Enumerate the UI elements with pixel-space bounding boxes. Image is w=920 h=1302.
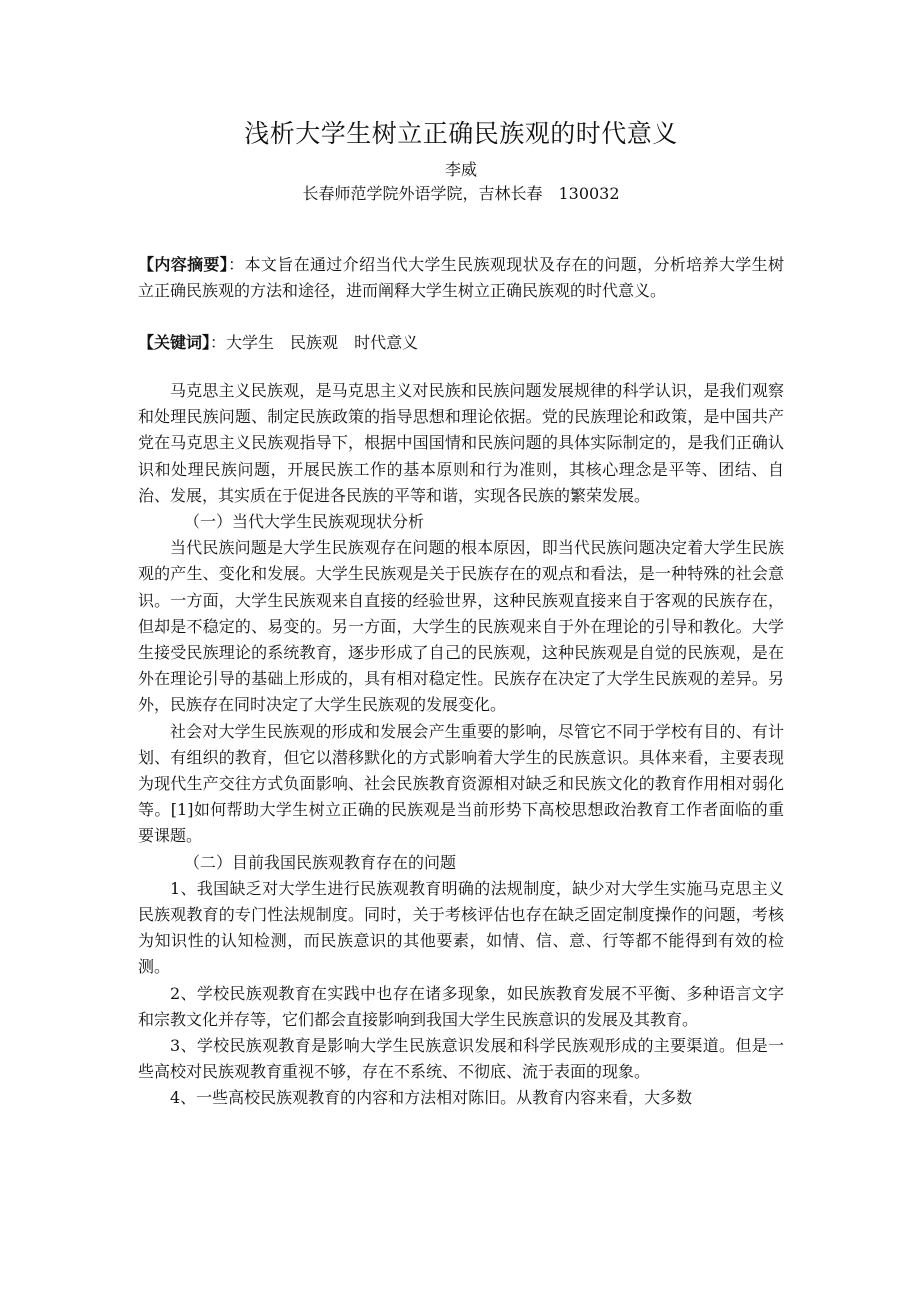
keyword-item: 大学生 [226, 333, 275, 352]
list-item: 3、学校民族观教育是影响大学生民族意识发展和科学民族观形成的主要渠道。但是一些高校对民族观教育重视不够，存在不系统、不彻底、流于表面的现象。 [138, 1036, 784, 1082]
abstract-label: 【内容摘要】 [138, 255, 229, 274]
document-page [138, 110, 784, 1112]
keyword-item: 民族观 [290, 333, 339, 352]
intro-paragraph: 马克思主义民族观，是马克思主义对民族和民族问题发展规律的科学认识，是我们观察和处理民族问题、制定民族政策的指导思想和理论依据。党的民族理论和政策，是中国共产党在马克思主义民族观指导下，根据中国国情和民族问题的具体实际制定的，是我们正确认识和处理民族问题，开展民族工作的基本原则和行为准则，其核心理念是平等、团结、自治、发展，其实质在于促进各民族的平等和谐，实现各民族的繁荣发展。 [138, 381, 784, 505]
keywords-label: 【关键词】 [138, 333, 211, 352]
keywords-colon: ： [210, 333, 227, 352]
abstract [138, 252, 784, 304]
body-paragraph: 当代民族问题是大学生民族观存在问题的根本原因，即当代民族问题决定着大学生民族观的产生、变化和发展。大学生民族观是关于民族存在的观点和看法，是一种特殊的社会意识。一方面，大学生民族观来自直接的经验世界，这种民族观直接来自于客观的民族存在，但却是不稳定的、易变的。另一方面，大学生的民族观来自于外在理论的引导和教化。大学生接受民族理论的系统教育，逐步形成了自己的民族观，这种民族观是自觉的民族观，是在外在理论引导的基础上形成的，具有相对稳定性。民族存在决定了大学生民族观的差异。另外，民族存在同时决定了大学生民族观的发展变化。 [138, 538, 784, 715]
body-text [138, 378, 784, 1112]
body-paragraph: 社会对大学生民族观的形成和发展会产生重要的影响，尽管它不同于学校有目的、有计划、有组织的教育，但它以潜移默化的方式影响着大学生的民族意识。具体来看，主要表现为现代生产交往方式负面影响、社会民族教育资源相对缺乏和民族文化的教育作用相对弱化等。[1]如何帮助大学生树立正确的民族观是当前形势下高校思想政治教育工作者面临的重要课题。 [138, 721, 784, 846]
list-item: 1、我国缺乏对大学生进行民族观教育明确的法规制度，缺少对大学生实施马克思主义民族观教育的专门性法规制度。同时，关于考核评估也存在缺乏固定制度操作的问题，考核为知识性的认知检测，而民族意识的其他要素，如情、信、意、行等都不能得到有效的检测。 [138, 878, 784, 977]
keyword-item: 时代意义 [354, 333, 419, 352]
author-name: 李威 [444, 160, 477, 179]
section-heading-1: （一）当代大学生民族观现状分析 [184, 512, 425, 532]
paper-title: 浅析大学生树立正确民族观的时代意义 [244, 119, 678, 148]
abstract-text: ：本文旨在通过介绍当代大学生民族观现状及存在的问题，分析培养大学生树立正确民族观的方法和途径，进而阐释大学生树立正确民族观的时代意义。 [138, 255, 784, 300]
keywords [138, 330, 784, 356]
section-heading-2: （二）目前我国民族观教育存在的问题 [184, 852, 457, 872]
list-item: 2、学校民族观教育在实践中也存在诸多现象，如民族教育发展不平衡、多种语言文字和宗教文化并存等，它们都会直接影响到我国大学生民族意识的发展及其教育。 [138, 983, 784, 1029]
author-affiliation: 长春师范学院外语学院，吉林长春 130032 [302, 184, 620, 203]
list-item: 4、一些高校民族观教育的内容和方法相对陈旧。从教育内容来看，大多数 [170, 1088, 693, 1108]
